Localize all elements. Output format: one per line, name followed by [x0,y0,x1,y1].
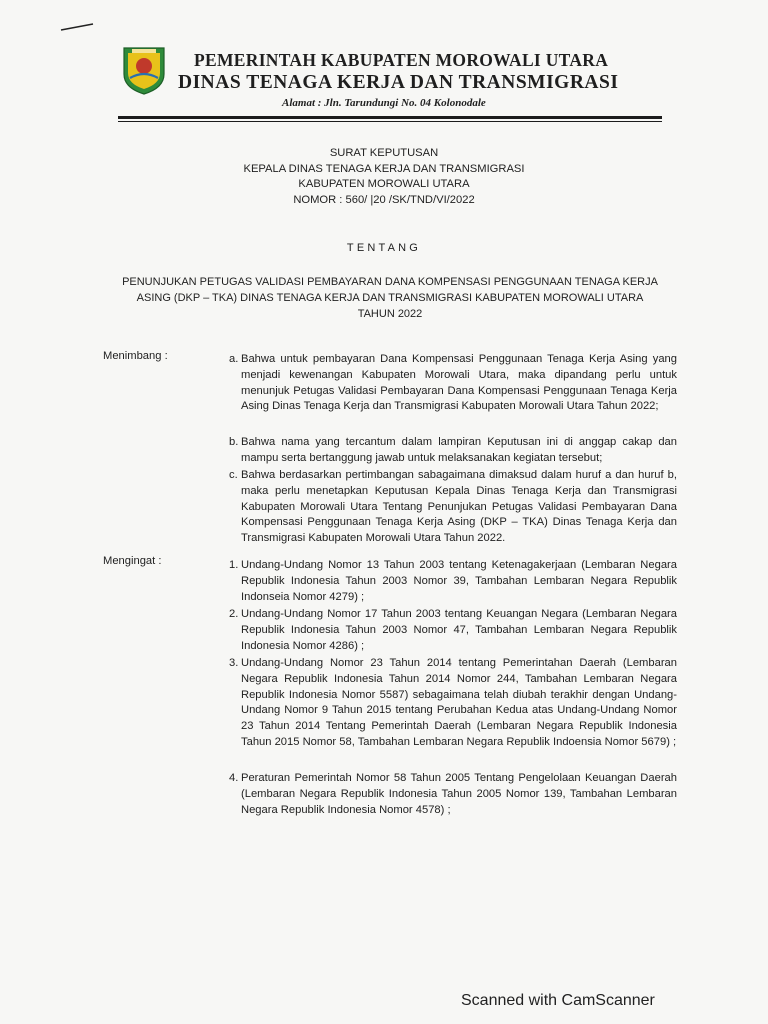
mengingat-item [229,771,677,818]
item-marker: 2. [229,608,239,620]
decree-title-line: SURAT KEPUTUSAN [329,147,439,159]
letterhead-rule-thick [118,116,662,119]
regency-logo-icon [118,44,170,96]
item-marker: 3. [229,657,239,669]
item-text: Undang-Undang Nomor 23 Tahun 2014 tentang Pemerintahan Daerah (Lembaran Negara Republik Indonesia Tahun 2014 Nomor 244, Tambahan Lembaran Negara Republik Indonesia Nomor 5587) sebagaimana telah diubah terakhir dengan Undang-Undang Nomor 9 Tahun 2015 tentang Perubahan Kedua atas Undang-Undang Nomor 23 Tahun 2014 Tentang Pemerintah Daerah (Lembaran Negara Republik Indonesia Tahun 2015 Nomor 58, Tambahan Lembaran Negara Republik Indoensia Nomor 5679) ; [241,657,677,748]
item-marker: c. [229,469,238,481]
menimbang-item [229,352,677,415]
item-marker: a. [229,353,239,365]
item-text: Bahwa berdasarkan pertimbangan sabagaimana dimaksud dalam huruf a dan huruf b, maka perlu menetapkan Keputusan Kepala Dinas Tenaga Kerja dan Transmigrasi Kabupaten Morowali Utara Tentang Penunjukan Petugas Validasi Pembayaran Dana Kompensasi Penggunaan Tenaga Kerja Asing (DKP – TKA) Dinas Tenaga Kerja dan Transmigrasi Kabupaten Morowali Utara Tahun 2022. [241,469,677,545]
letterhead [178,50,678,109]
mengingat-item [229,607,677,654]
item-marker: b. [229,436,239,448]
menimbang-item [229,468,677,547]
decree-title [0,146,768,208]
item-text: Bahwa untuk pembayaran Dana Kompensasi Penggunaan Tenaga Kerja Asing yang menjadi kewenangan Kabupaten Morowali Utara, maka dipandang perlu untuk menunjuk Petugas Validasi Pembayaran Dana Kompensasi Penggunaan Tenaga Kerja Asing Dinas Tenaga Kerja dan Transmigrasi Kabupaten Morowali Utara Tahun 2022; [241,353,677,413]
letterhead-government: PEMERINTAH KABUPATEN MOROWALI UTARA [194,50,609,70]
mengingat-label: Mengingat : [103,555,162,567]
letterhead-address: Alamat : Jln. Tarundungi No. 04 Kolonodale [282,97,486,109]
mengingat-item [229,558,677,605]
item-text: Undang-Undang Nomor 13 Tahun 2003 tentang Ketenagakerjaan (Lembaran Negara Republik Indonesia Tahun 2003 Nomor 39, Tambahan Lembaran Negara Republik Indonseia Nomor 4279) ; [241,559,677,603]
decree-subject: PENUNJUKAN PETUGAS VALIDASI PEMBAYARAN DANA KOMPENSASI PENGGUNAAN TENAGA KERJA ASING (DKP – TKA) DINAS TENAGA KERJA DAN TRANSMIGRASI KABUPATEN MOROWALI UTARA TAHUN 2022 [122,276,658,320]
decree-title-line: KEPALA DINAS TENAGA KERJA DAN TRANSMIGRASI [243,162,525,175]
letterhead-rule-thin [118,121,662,122]
menimbang-label: Menimbang : [103,350,168,362]
decree-number: NOMOR : 560/ |20 /SK/TND/VI/2022 [293,193,475,206]
item-text: Bahwa nama yang tercantum dalam lampiran Keputusan ini di anggap cakap dan mampu serta bertanggung jawab untuk melaksanakan kegiatan tersebut; [241,436,677,464]
pen-mark [60,22,94,32]
item-marker: 4. [229,772,239,784]
letterhead-agency: DINAS TENAGA KERJA DAN TRANSMIGRASI [178,72,619,93]
tentang-heading: TENTANG [346,242,422,254]
item-text: Undang-Undang Nomor 17 Tahun 2003 tentang Keuangan Negara (Lembaran Negara Republik Indonesia Tahun 2003 Nomor 47, Tambahan Lembaran Negara Republik Indonesia Nomor 4286) ; [241,608,677,652]
scanner-watermark: Scanned with CamScanner [461,992,655,1009]
mengingat-item [229,656,677,751]
menimbang-item [229,435,677,467]
item-marker: 1. [229,559,239,571]
item-text: Peraturan Pemerintah Nomor 58 Tahun 2005 Tentang Pengelolaan Keuangan Daerah (Lembaran Negara Republik Indonesia Tahun 2005 Nomor 139, Tambahan Lembaran Negara Republik Indonesia Nomor 4578) ; [241,772,677,816]
decree-title-line: KABUPATEN MOROWALI UTARA [298,178,470,190]
